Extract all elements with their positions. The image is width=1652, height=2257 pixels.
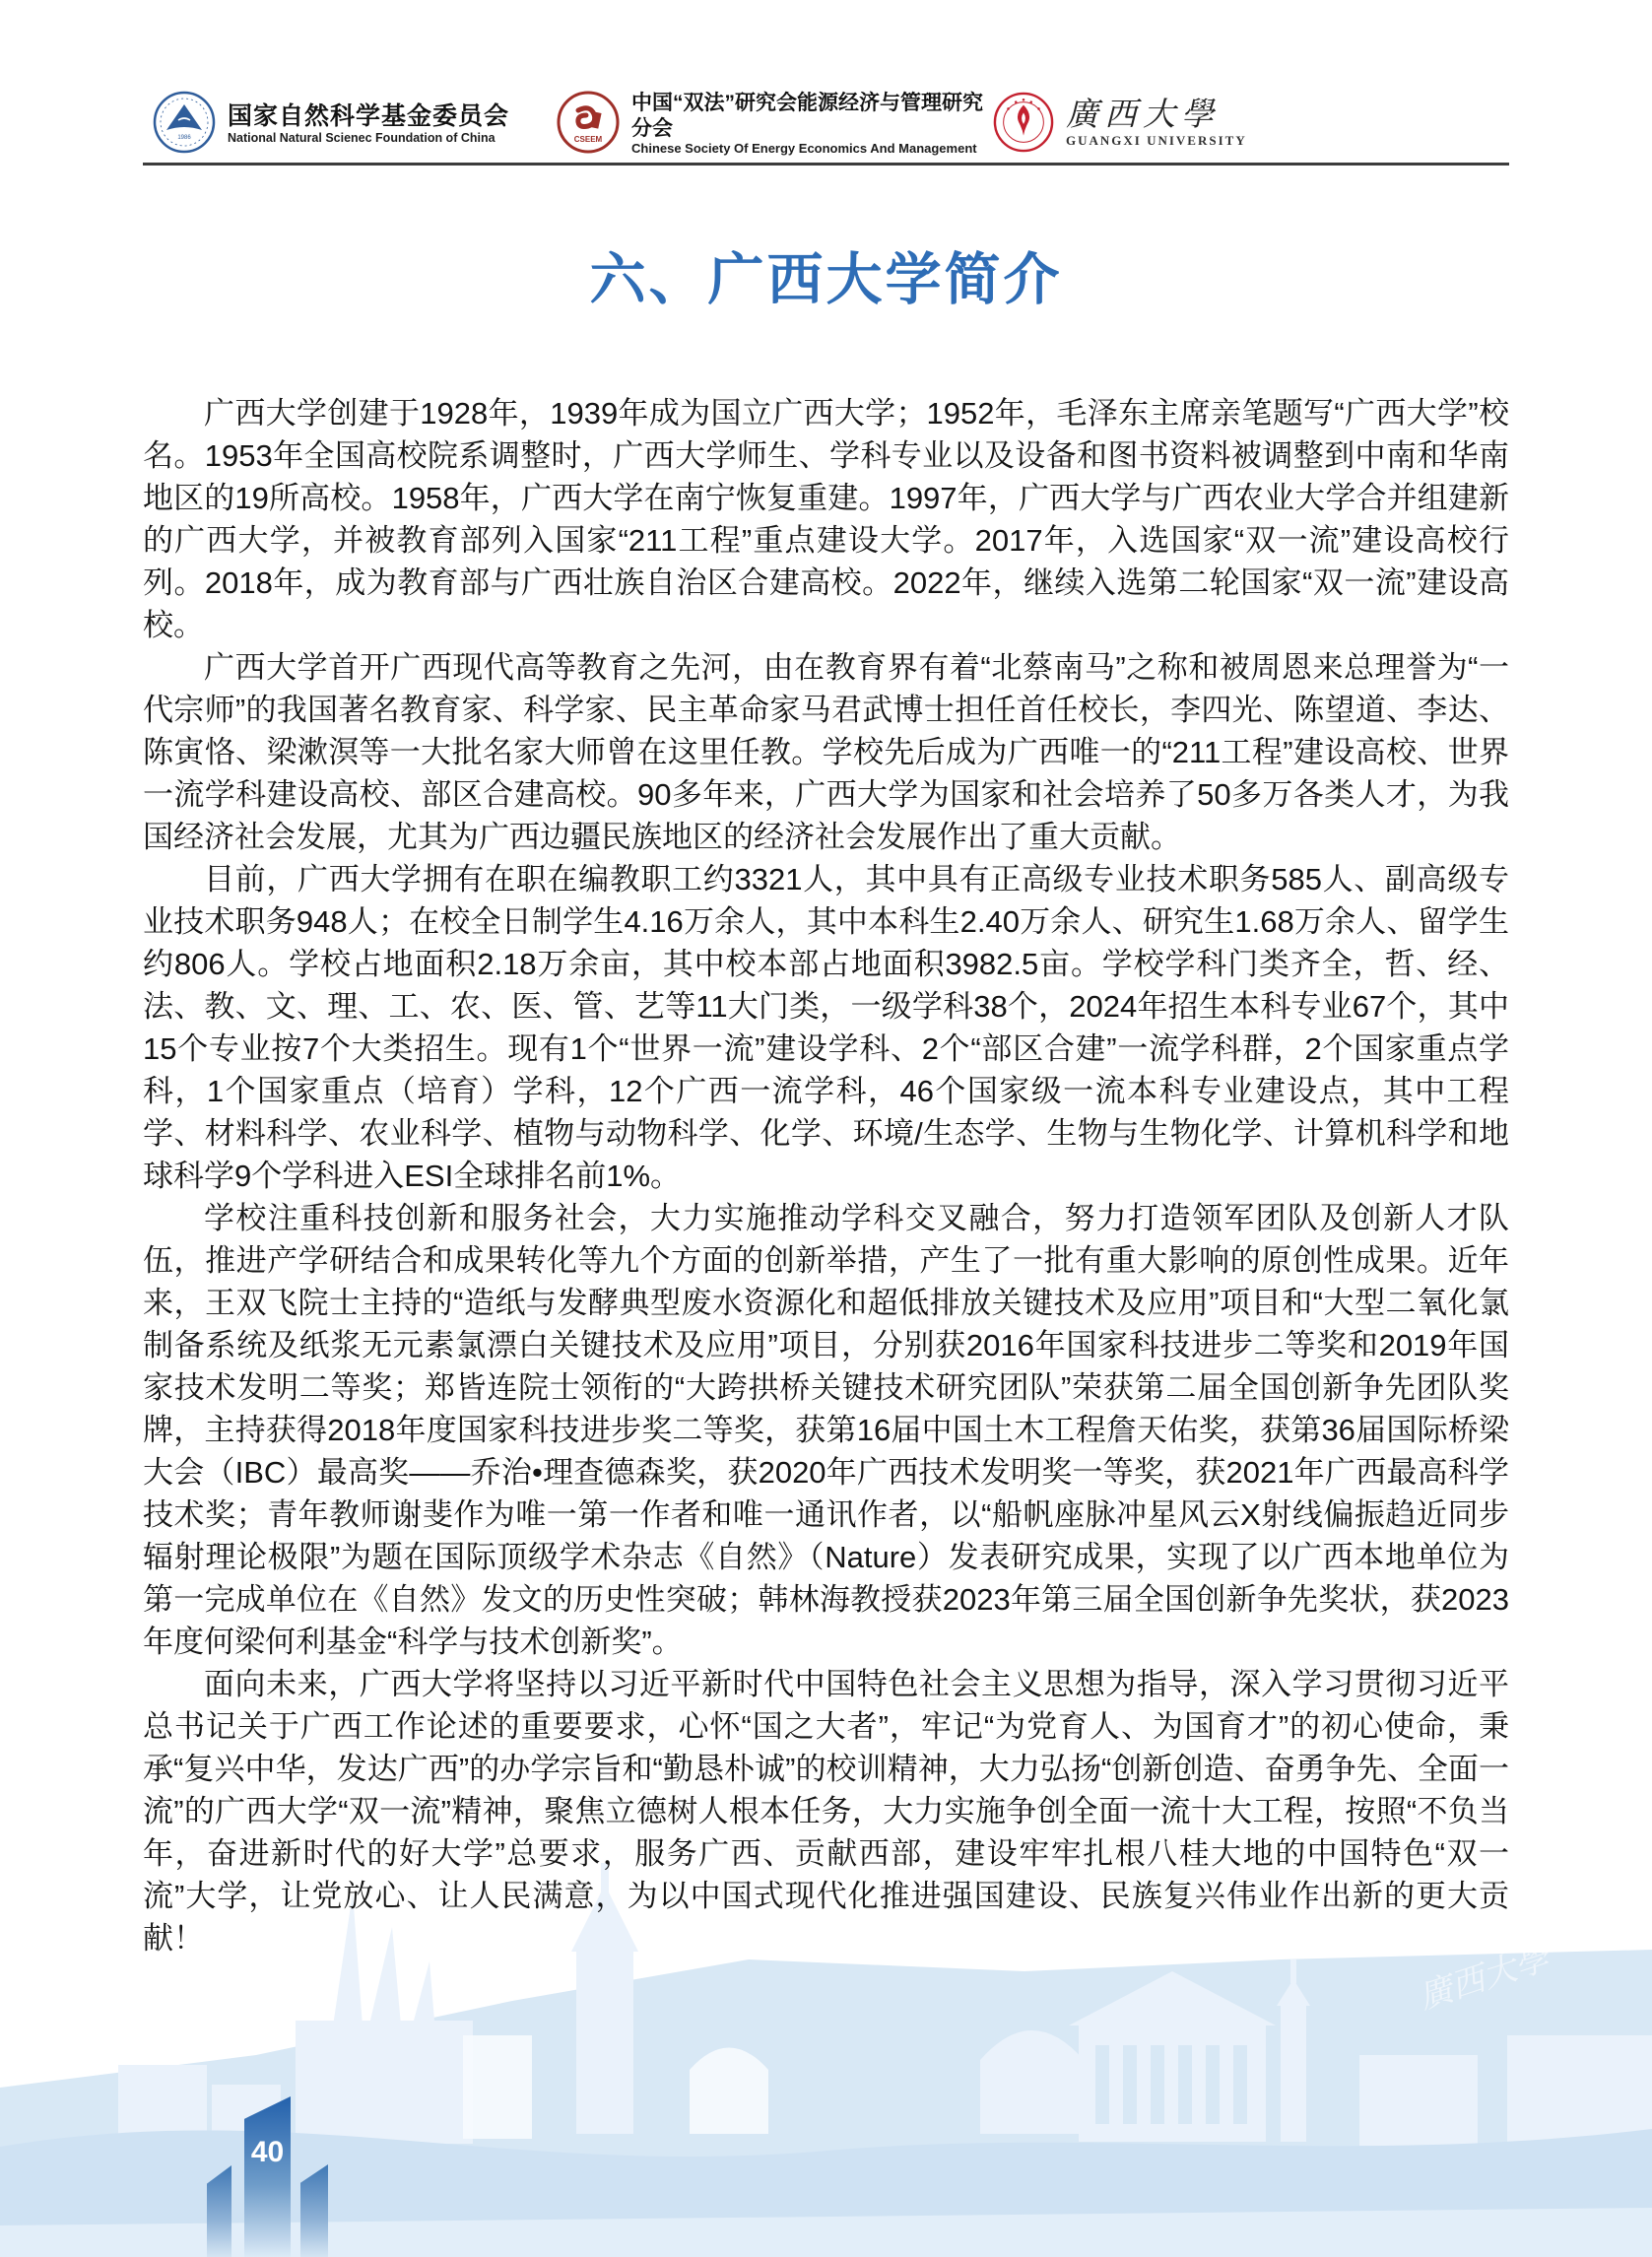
logo-gxu	[993, 92, 1318, 158]
nsfc-name-en: National Natural Scienec Foundation of China	[228, 131, 496, 146]
page-title: 六、广西大学简介	[589, 248, 1063, 311]
cseem-logo-icon	[557, 91, 620, 159]
marker-bar-middle	[244, 2096, 291, 2257]
cseem-name-en: Chinese Society Of Energy Economics And Management	[631, 140, 977, 156]
page-number-marker	[207, 2096, 330, 2257]
cseem-badge-text: CSEEM	[573, 134, 603, 144]
header	[153, 89, 1509, 160]
marker-bar-left	[207, 2165, 231, 2257]
logo-cseem	[557, 91, 993, 159]
gxu-seal-icon	[993, 92, 1054, 158]
svg-text:1986: 1986	[177, 134, 191, 141]
nsfc-name-cn: 国家自然科学基金委员会	[228, 101, 510, 130]
cseem-name-cn: 中国“双法”研究会能源经济与管理研究分会	[631, 92, 983, 140]
paragraph-heritage: 广西大学首开广西现代高等教育之先河，由在教育界有着“北蔡南马”之称和被周恩来总理誉为“一代宗师”的我国著名教育家、科学家、民主革命家马君武博士担任首任校长，李四光、陈望道、李达、陈寅恪、梁漱溟等一大批名家大师曾在这里任教。学校先后成为广西唯一的“211工程”建设高校、世界一流学科建设高校、部区合建高校。90多年来，广西大学为国家和社会培养了50多万各类人才，为我国经济社会发展，尤其为广西边疆民族地区的经济社会发展作出了重大贡献。	[143, 650, 1509, 854]
gxu-name-en: GUANGXI UNIVERSITY	[1066, 133, 1247, 149]
marker-bar-right	[300, 2164, 328, 2257]
paragraph-history: 广西大学创建于1928年，1939年成为国立广西大学；1952年，毛泽东主席亲笔题写“广西大学”校名。1953年全国高校院系调整时，广西大学师生、学科专业以及设备和图书资料被调整到中南和华南地区的19所高校。1958年，广西大学在南宁恢复重建。1997年，广西大学与广西农业大学合并组建新的广西大学，并被教育部列入国家“211工程”重点建设大学。2017年，入选国家“双一流”建设高校行列。2018年，成为教育部与广西壮族自治区合建高校。2022年，继续入选第二轮国家“双一流”建设高校。	[143, 396, 1509, 642]
header-divider-rule	[143, 163, 1509, 166]
logo-nsfc	[153, 91, 557, 159]
nsfc-logo-icon	[153, 91, 216, 159]
watermark-calligraphy: 廣西大學	[1415, 1940, 1553, 2017]
body-text	[143, 392, 1509, 1959]
paragraph-research: 学校注重科技创新和服务社会，大力实施推动学科交叉融合，努力打造领军团队及创新人才队伍，推进产学研结合和成果转化等九个方面的创新举措，产生了一批有重大影响的原创性成果。近年来，王双飞院士主持的“造纸与发酵典型废水资源化和超低排放关键技术及应用”项目和“大型二氧化氯制备系统及纸浆无元素氯漂白关键技术及应用”项目，分别获2016年国家科技进步二等奖和2019年国家技术发明二等奖；郑皆连院士领衔的“大跨拱桥关键技术研究团队”荣获第二届全国创新争先团队奖牌，主持获得2018年度国家科技进步奖二等奖，获第16届中国土木工程詹天佑奖，获第36届国际桥梁大会（IBC）最高奖——乔治•理查德森奖，获2020年广西技术发明奖一等奖，获2021年广西最高科学技术奖；青年教师谢斐作为唯一第一作者和唯一通讯作者，以“船帆座脉冲星风云X射线偏振趋近同步辐射理论极限”为题在国际顶级学术杂志《自然》（Nature）发表研究成果，实现了以广西本地单位为第一完成单位在《自然》发文的历史性突破；韩林海教授获2023年第三届全国创新争先奖状，获2023年度何梁何利基金“科学与技术创新奖”。	[143, 1201, 1509, 1659]
page-number: 40	[250, 2136, 285, 2168]
paragraph-statistics: 目前，广西大学拥有在职在编教职工约3321人，其中具有正高级专业技术职务585人、副高级专业技术职务948人；在校全日制学生4.16万余人，其中本科生2.40万余人、研究生1.68万余人、留学生约806人。学校占地面积2.18万余亩，其中校本部占地面积3982.5亩。学校学科门类齐全，哲、经、法、教、文、理、工、农、医、管、艺等11大门类，一级学科38个，2024年招生本科专业67个，其中15个专业按7个大类招生。现有1个“世界一流”建设学科、2个“部区合建”一流学科群，2个国家重点学科，1个国家重点（培育）学科，12个广西一流学科，46个国家级一流本科专业建设点，其中工程学、材料科学、农业科学、植物与动物科学、化学、环境/生态学、生物与生物化学、计算机科学和地球科学9个学科进入ESI全球排名前1%。	[143, 862, 1509, 1193]
paragraph-future: 面向未来，广西大学将坚持以习近平新时代中国特色社会主义思想为指导，深入学习贯彻习近平总书记关于广西工作论述的重要要求，心怀“国之大者”，牢记“为党育人、为国育才”的初心使命，秉承“复兴中华，发达广西”的办学宗旨和“勤恳朴诚”的校训精神，大力弘扬“创新创造、奋勇争先、全面一流”的广西大学“双一流”精神，聚焦立德树人根本任务，大力实施争创全面一流十大工程，按照“不负当年，奋进新时代的好大学”总要求，服务广西、贡献西部，建设牢牢扎根八桂大地的中国特色“双一流”大学，让党放心、让人民满意，为以中国式现代化推进强国建设、民族复兴伟业作出新的更大贡献！	[143, 1667, 1509, 1956]
gxu-name-cn: 廣西大學	[1066, 97, 1220, 133]
